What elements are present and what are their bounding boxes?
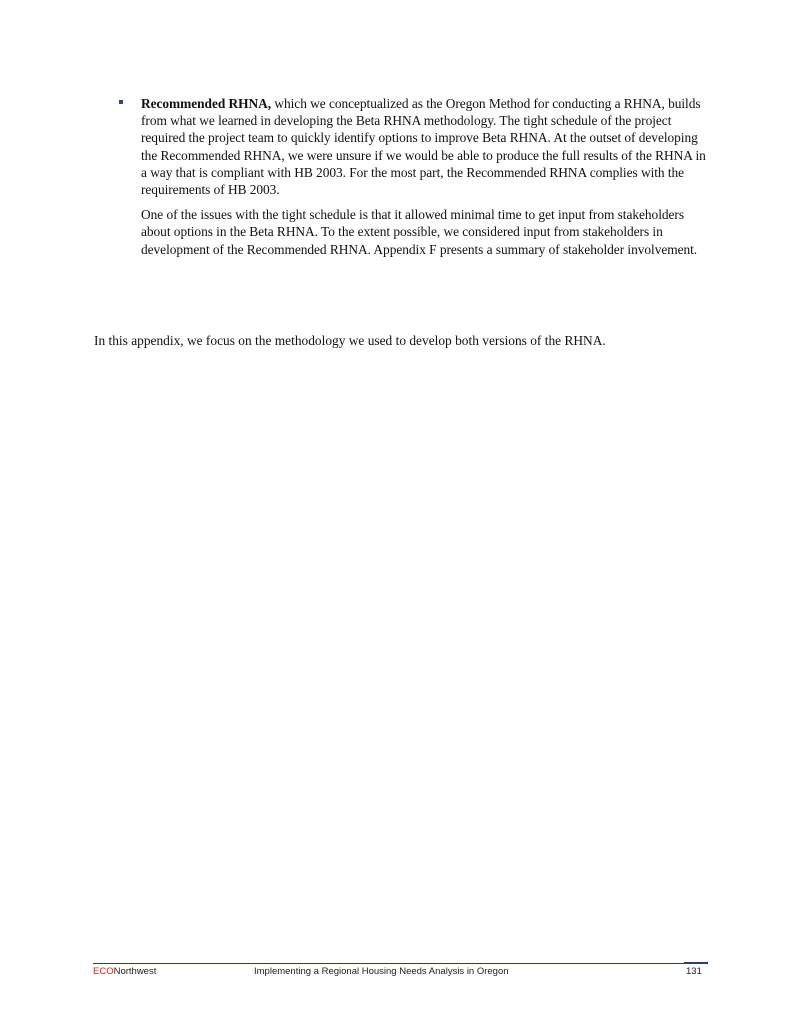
bullet-second-paragraph: One of the issues with the tight schedule is that it allowed minimal time to get input from stakeholders about options in the Beta RHNA. To the extent possible, we considered input from stakeholders in development of the Recommended RHNA. Appendix F presents a summary of stakeholder involvement.: [141, 207, 698, 257]
bullet-body-text: which we conceptualized as the Oregon Method for conducting a RHNA, builds from what we learned in developing the Beta RHNA methodology. The tight schedule of the project required the project team to quickly identify options to improve Beta RHNA. At the outset of developing the Recommended RHNA, we were unsure if we would be able to produce the full results of the RHNA in a way that is compliant with HB 2003. For the most part, the Recommended RHNA complies with the requirements of HB 2003.: [141, 96, 706, 198]
footer-brand-prefix: ECO: [93, 966, 114, 977]
footer-brand-suffix: Northwest: [113, 966, 157, 977]
closing-paragraph: In this appendix, we focus on the methodology we used to develop both versions of the RHNA.: [94, 333, 606, 348]
bullet-content: [141, 95, 711, 258]
bullet-paragraph: [141, 95, 711, 198]
bullet-square-icon: [119, 100, 123, 104]
bullet-lead-term: Recommended RHNA,: [141, 96, 272, 111]
footer-rule-accent: [684, 962, 708, 964]
footer-page-number: 131: [686, 966, 702, 977]
footer-document-title: Implementing a Regional Housing Needs Analysis in Oregon: [254, 966, 509, 977]
footer-rule: [93, 963, 708, 964]
footer-brand-logo: [93, 966, 156, 978]
